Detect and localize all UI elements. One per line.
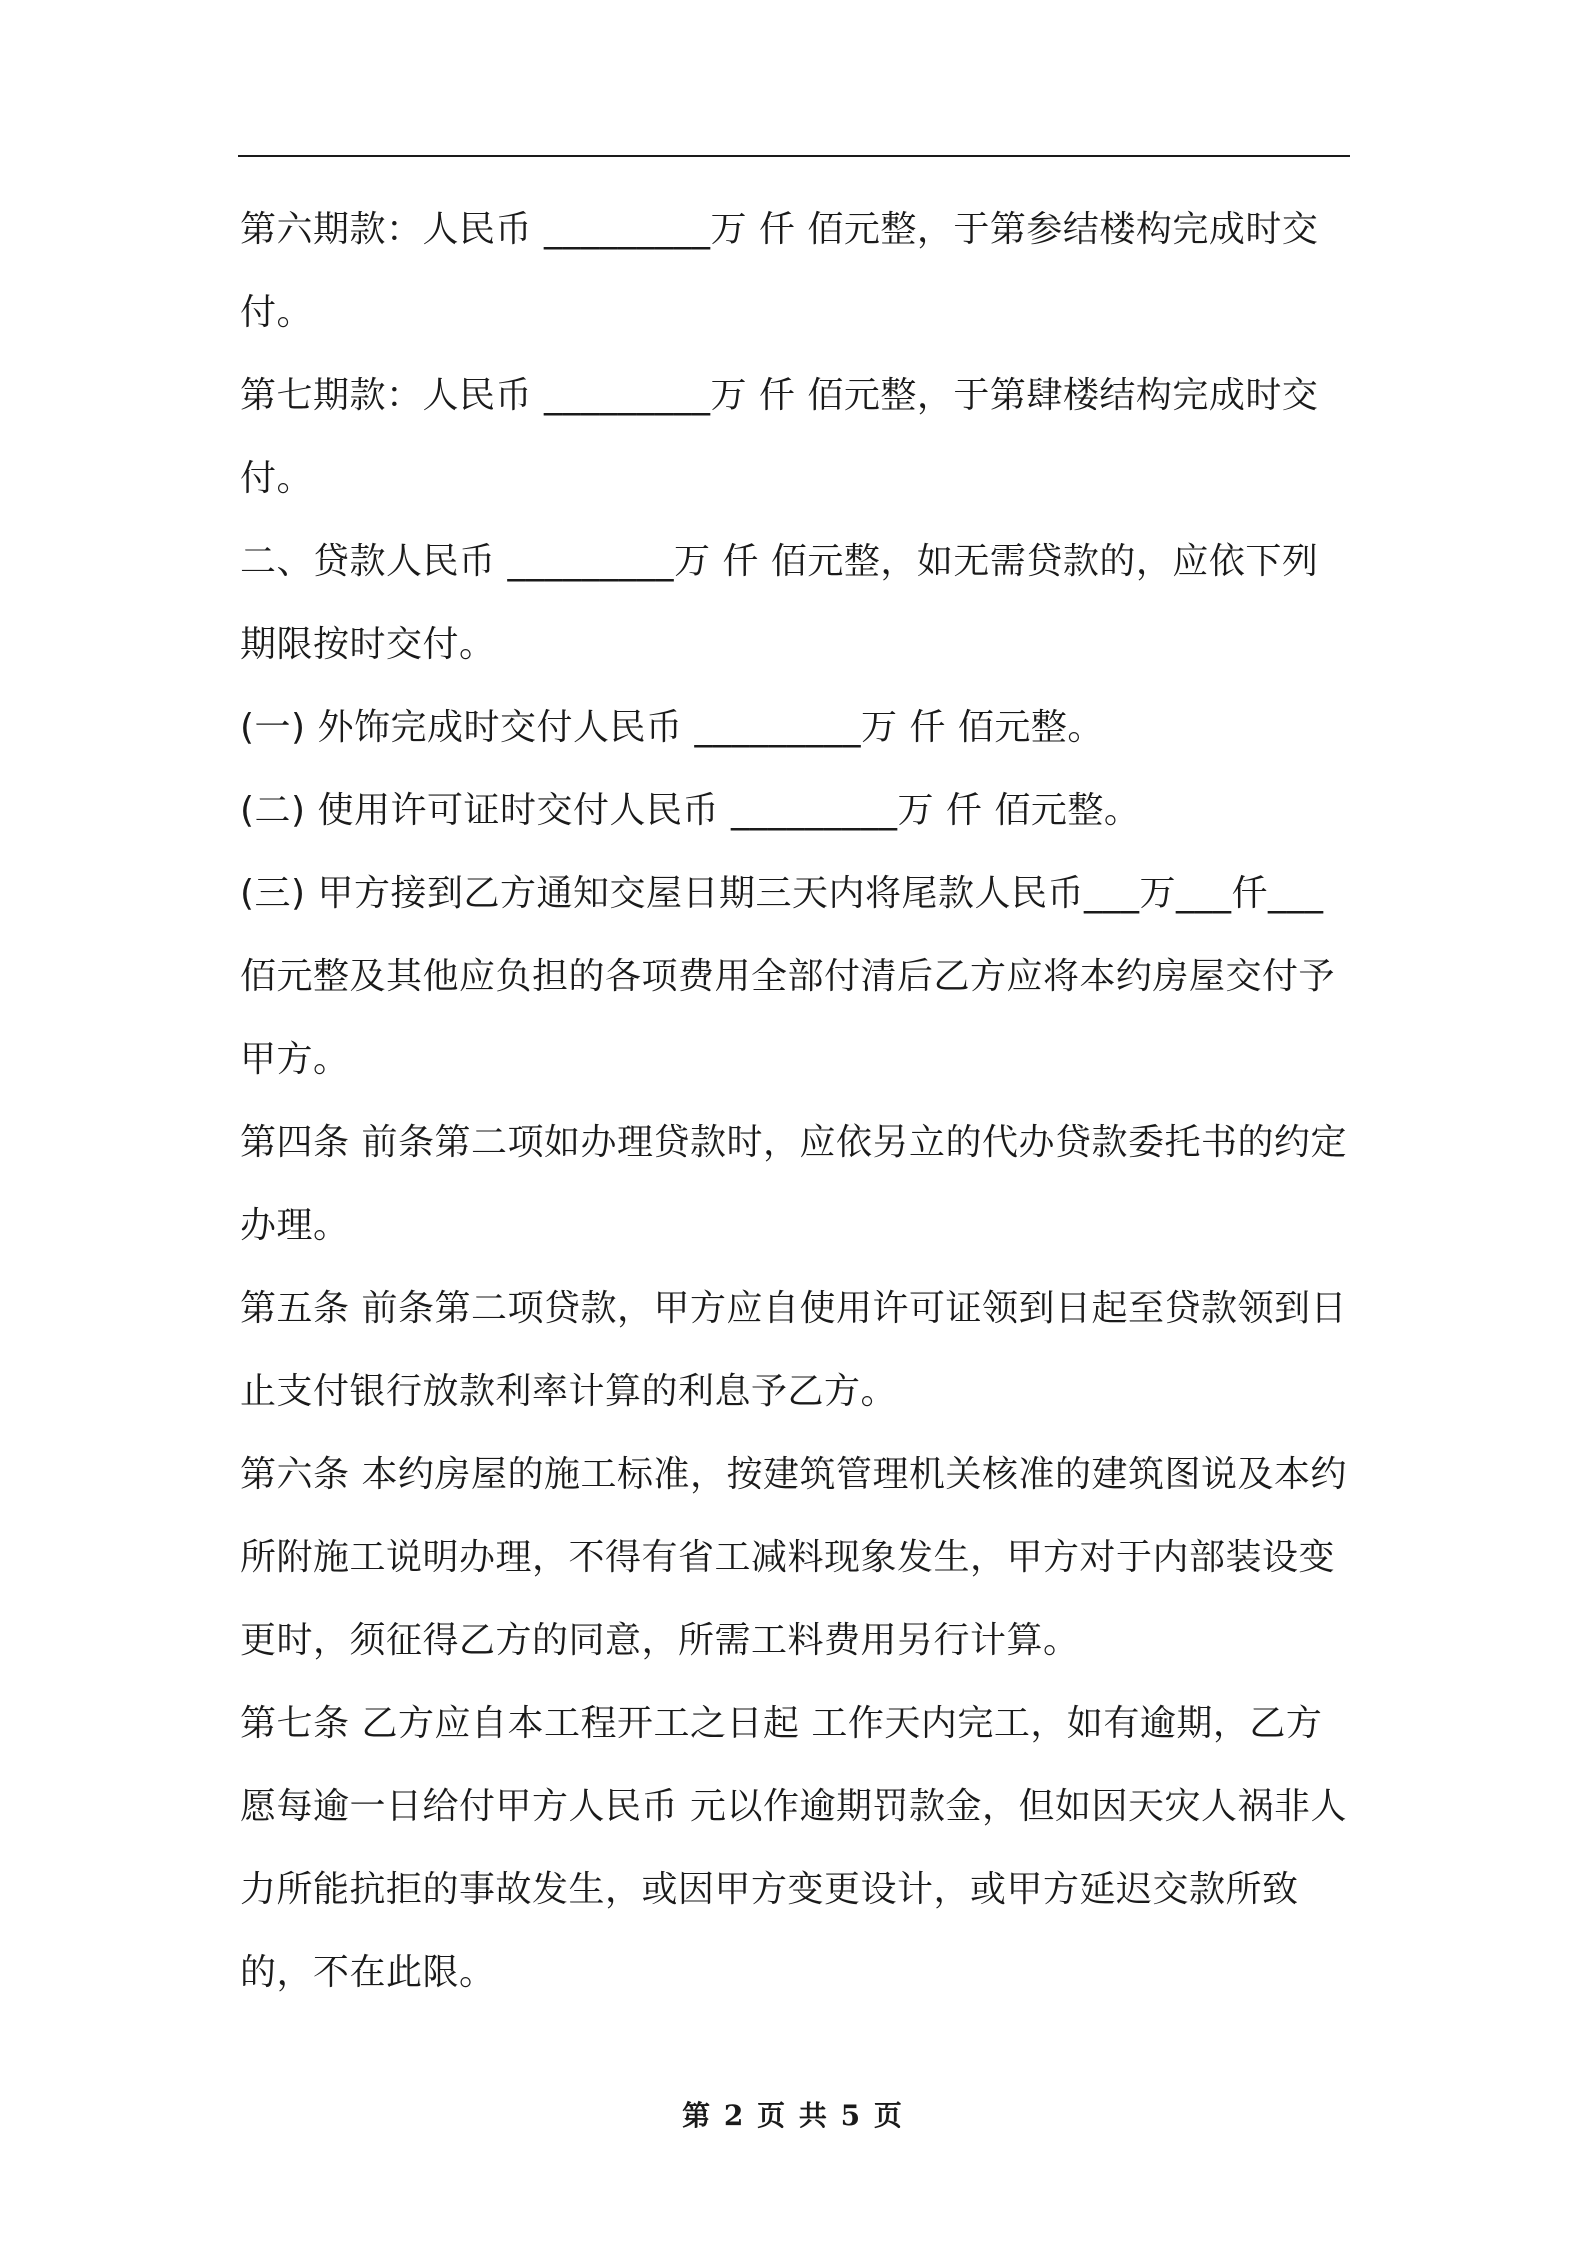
paragraph-loan-item-2: (二) 使用许可证时交付人民币 _________万 仟 佰元整。	[240, 790, 1141, 831]
paragraph-loan-item-3: (三) 甲方接到乙方通知交屋日期三天内将尾款人民币___万___仟___佰元整及其他应负担的各项费用全部付清后乙方应将本约房屋交付予甲方。	[240, 873, 1336, 1080]
paragraph-installment-6: 第六期款：人民币 _________万 仟 佰元整，于第参结楼构完成时交付。	[240, 209, 1319, 333]
paragraph-installment-7: 第七期款：人民币 _________万 仟 佰元整，于第肆楼结构完成时交付。	[240, 375, 1319, 499]
paragraph-loan-item-1: (一) 外饰完成时交付人民币 _________万 仟 佰元整。	[240, 707, 1104, 748]
paragraph-article-6: 第六条 本约房屋的施工标准，按建筑管理机关核准的建筑图说及本约所附施工说明办理，不得有省工减料现象发生，甲方对于内部装设变更时，须征得乙方的同意，所需工料费用另行计算。	[240, 1454, 1347, 1661]
paragraph-article-7: 第七条 乙方应自本工程开工之日起 工作天内完工，如有逾期，乙方愿每逾一日给付甲方人民币 元以作逾期罚款金，但如因天灾人祸非人力所能抗拒的事故发生，或因甲方变更设计，或甲方延迟交款所致的，不在此限。	[240, 1703, 1347, 1993]
header-divider	[238, 155, 1350, 157]
page-number: 第 2 页 共 5 页	[682, 2099, 904, 2132]
paragraph-article-5: 第五条 前条第二项贷款，甲方应自使用许可证领到日起至贷款领到日止支付银行放款利率计算的利息予乙方。	[240, 1288, 1347, 1412]
paragraph-loan: 二、贷款人民币 _________万 仟 佰元整，如无需贷款的，应依下列期限按时交付。	[240, 541, 1319, 665]
document-body	[240, 188, 1350, 2014]
paragraph-article-4: 第四条 前条第二项如办理贷款时，应依另立的代办贷款委托书的约定办理。	[240, 1122, 1347, 1246]
